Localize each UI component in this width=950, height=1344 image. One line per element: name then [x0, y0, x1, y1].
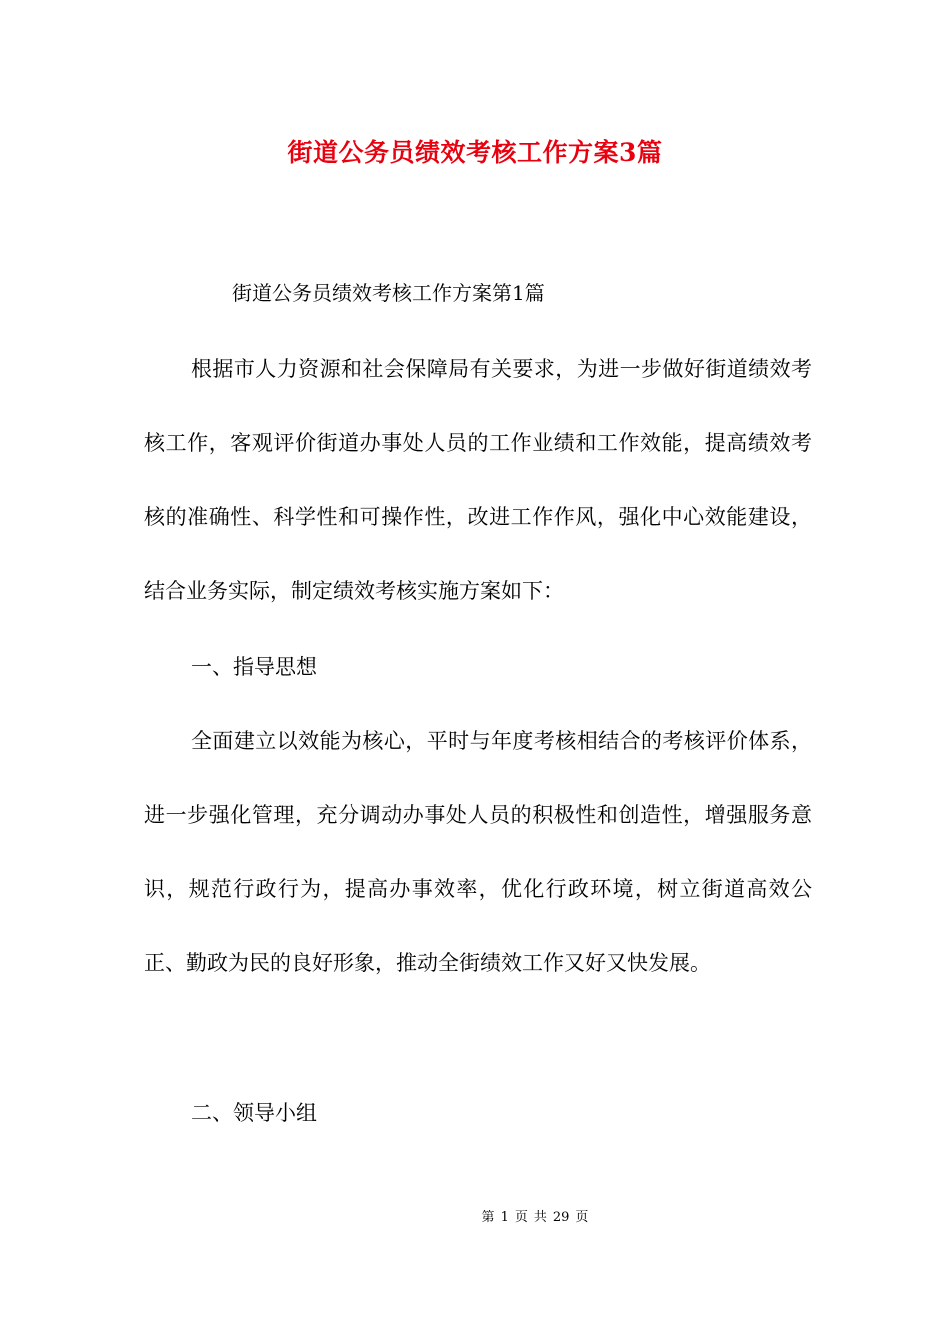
section-heading-guiding-ideology: 一、指导思想 [191, 655, 317, 679]
section-heading-leadership-group: 二、领导小组 [191, 1101, 317, 1125]
footer-total-word: 共 [533, 1210, 547, 1225]
intro-paragraph: 根据市人力资源和社会保障局有关要求，为进一步做好街道绩效考核工作，客观评价街道办事处人员的工作业绩和工作效能，提高绩效考核的准确性、科学性和可操作性，改进工作作风，强化中心效能建设，结合业务实际，制定绩效考核实施方案如下： [144, 357, 812, 603]
guiding-ideology-paragraph: 全面建立以效能为核心，平时与年度考核相结合的考核评价体系，进一步强化管理，充分调动办事处人员的积极性和创造性，增强服务意识，规范行政行为，提高办事效率，优化行政环境，树立街道高效公正、勤政为民的良好形象，推动全街绩效工作又好又快发展。 [144, 729, 812, 975]
footer-total-pages: 29 [552, 1210, 570, 1225]
footer-prefix: 第 [481, 1210, 495, 1225]
article-subtitle: 街道公务员绩效考核工作方案第1篇 [232, 281, 545, 305]
page-footer [0, 1208, 950, 1228]
footer-suffix: 页 [575, 1210, 589, 1225]
document-title: 街道公务员绩效考核工作方案3篇 [287, 138, 663, 167]
footer-page-word: 页 [514, 1210, 528, 1225]
footer-current-page: 1 [500, 1210, 509, 1225]
